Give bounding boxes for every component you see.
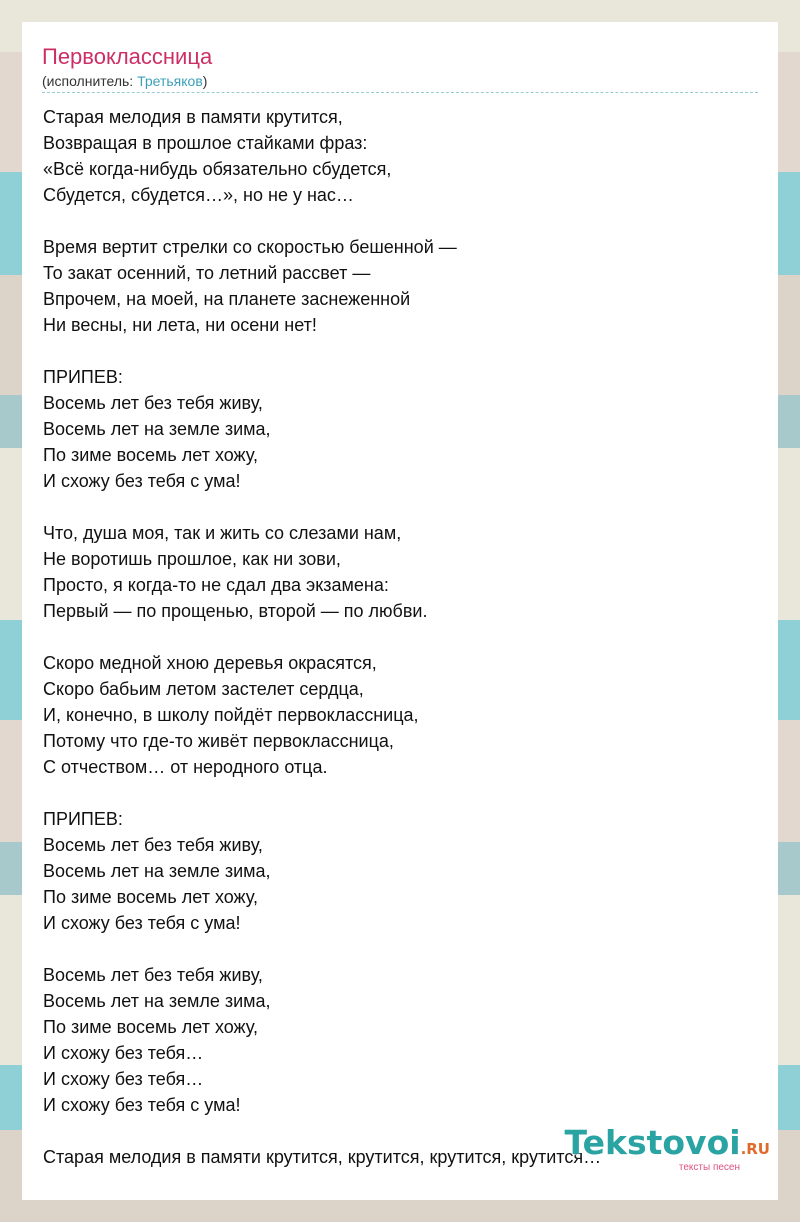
lyric-line: Возвращая в прошлое стайками фраз: [43, 133, 368, 153]
lyric-line: Первый — по прощенью, второй — по любви. [43, 601, 428, 621]
lyric-line: Не воротишь прошлое, как ни зови, [43, 549, 341, 569]
song-title: Первоклассница [42, 44, 213, 69]
lyric-line: И схожу без тебя с ума! [43, 471, 241, 491]
lyric-line: С отчеством… от неродного отца. [43, 757, 328, 777]
lyric-line: Восемь лет без тебя живу, [43, 965, 263, 985]
lyric-blank-line [43, 494, 763, 520]
lyric-line: Восемь лет на земле зима, [43, 991, 271, 1011]
lyric-line: И схожу без тебя с ума! [43, 913, 241, 933]
lyric-line: Скоро медной хною деревья окрасятся, [43, 653, 377, 673]
lyric-blank-line [43, 780, 763, 806]
lyric-line: Впрочем, на моей, на планете заснеженной [43, 289, 411, 309]
lyric-line: Скоро бабьим летом застелет сердца, [43, 679, 364, 699]
lyric-line: Что, душа моя, так и жить со слезами нам, [43, 523, 402, 543]
lyric-line: И, конечно, в школу пойдёт первоклассница, [43, 705, 419, 725]
logo-wordmark [564, 1123, 770, 1166]
lyric-line: Ни весны, ни лета, ни осени нет! [43, 315, 317, 335]
lyric-line: И схожу без тебя… [43, 1043, 204, 1063]
title-divider [42, 92, 758, 93]
artist-prefix: (исполнитель: [42, 73, 138, 89]
lyric-line: То закат осенний, то летний рассвет — [43, 263, 371, 283]
lyric-line: Старая мелодия в памяти крутится, крутится, крутится, крутится… [43, 1147, 602, 1167]
lyric-blank-line [43, 624, 763, 650]
lyric-line: Восемь лет на земле зима, [43, 861, 271, 881]
artist-line [42, 72, 207, 90]
artist-suffix: ) [202, 73, 208, 89]
lyric-line: ПРИПЕВ: [43, 367, 123, 387]
lyric-line: И схожу без тебя с ума! [43, 1095, 241, 1115]
lyric-line: Потому что где-то живёт первоклассница, [43, 731, 394, 751]
lyric-line: По зиме восемь лет хожу, [43, 1017, 258, 1037]
lyric-line: И схожу без тебя… [43, 1069, 204, 1089]
lyric-line: Сбудется, сбудется…», но не у нас… [43, 185, 354, 205]
lyric-line: По зиме восемь лет хожу, [43, 887, 258, 907]
lyric-line: Восемь лет без тебя живу, [43, 835, 263, 855]
lyric-line: Восемь лет на земле зима, [43, 419, 271, 439]
lyrics-text [43, 104, 763, 1170]
lyric-line: ПРИПЕВ: [43, 809, 123, 829]
logo-tld: .RU [740, 1140, 770, 1158]
lyric-line: «Всё когда-нибудь обязательно сбудется, [43, 159, 392, 179]
logo-name: Tekstovoi [564, 1123, 741, 1162]
lyric-blank-line [43, 936, 763, 962]
lyric-blank-line [43, 338, 763, 364]
lyric-line: Старая мелодия в памяти крутится, [43, 107, 343, 127]
logo-tagline: тексты песен [678, 1162, 740, 1173]
lyric-line: Время вертит стрелки со скоростью бешенной — [43, 237, 457, 257]
lyric-blank-line [43, 208, 763, 234]
lyric-line: По зиме восемь лет хожу, [43, 445, 258, 465]
artist-link[interactable]: Третьяков [137, 73, 203, 89]
lyric-line: Просто, я когда-то не сдал два экзамена: [43, 575, 389, 595]
lyric-line: Восемь лет без тебя живу, [43, 393, 263, 413]
site-logo[interactable] [564, 1123, 770, 1174]
lyrics-card [22, 22, 778, 1200]
